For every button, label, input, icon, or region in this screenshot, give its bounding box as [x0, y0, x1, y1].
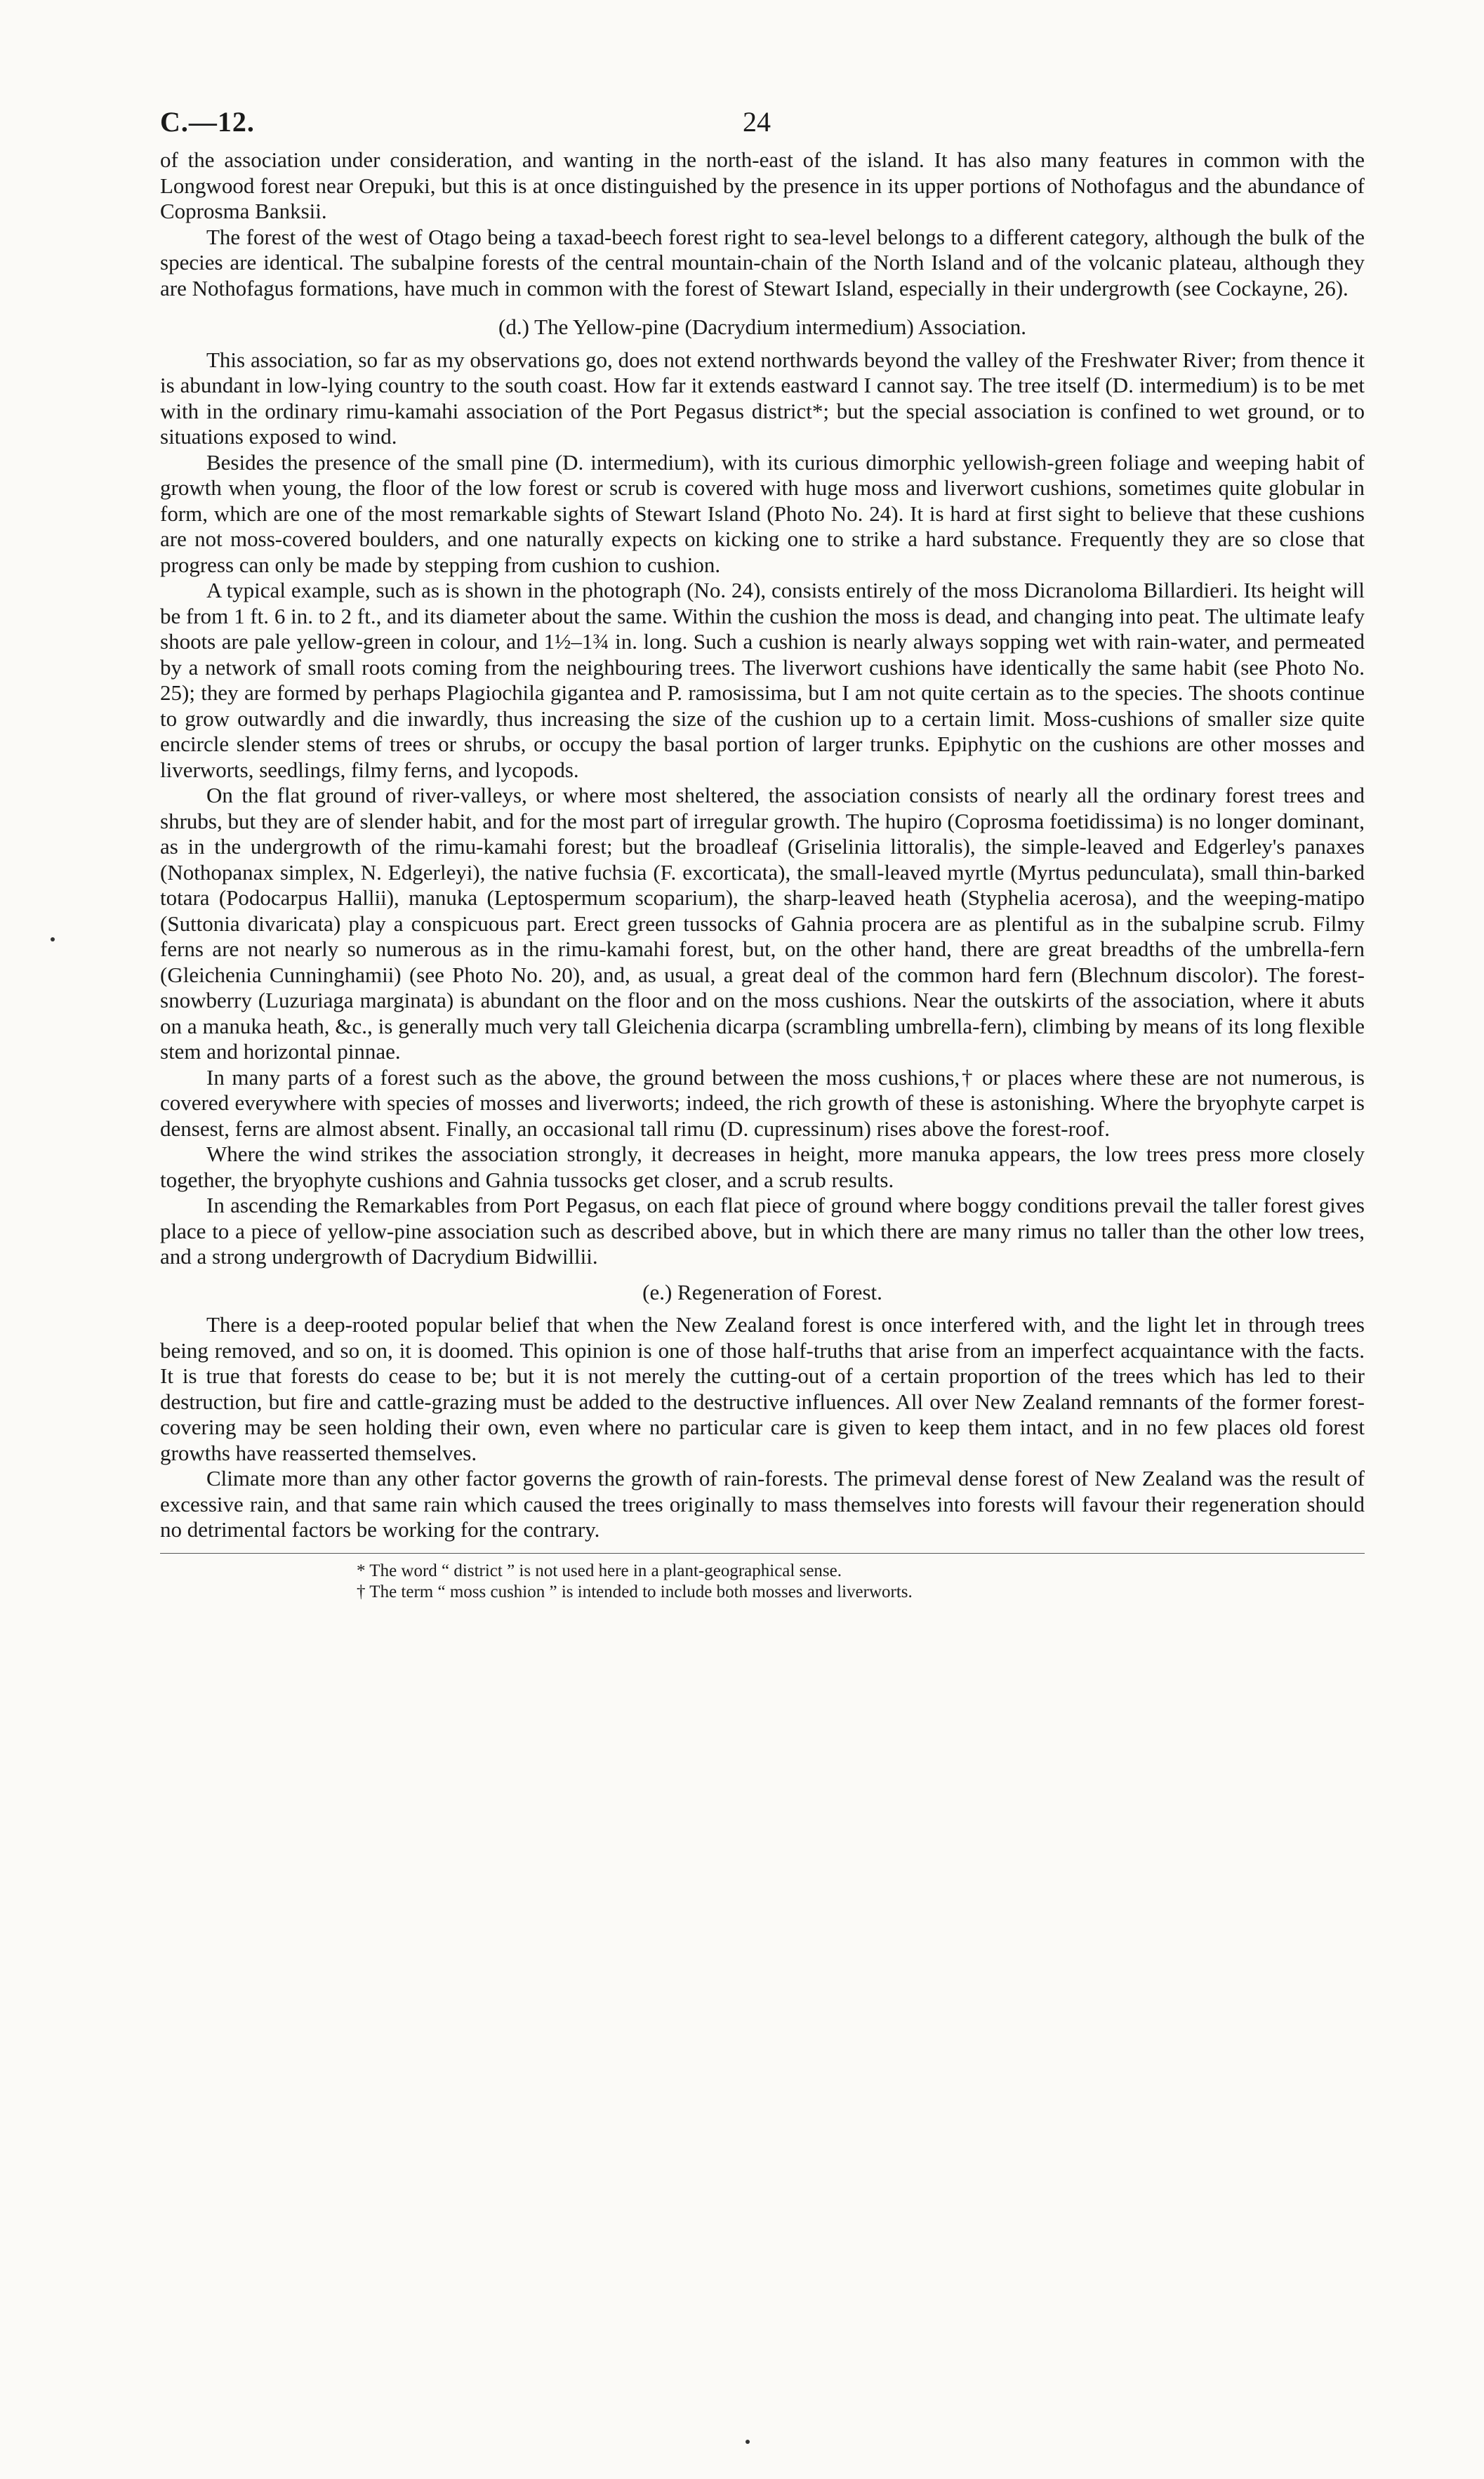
page-header: [160, 105, 1365, 147]
page-number: 24: [743, 106, 771, 138]
paragraph: This association, so far as my observations go, does not extend northwards beyond the valley of the Freshwater River; from thence it is abundant in low-lying country to the south coast. How far it extends eastward I cannot say. The tree itself (D. intermedium) is to be met with in the ordinary rimu-kamahi association of the Port Pegasus district*; but the special association is confined to wet ground, or to situations exposed to wind.: [160, 347, 1365, 449]
paragraph: Besides the presence of the small pine (D. intermedium), with its curious dimorphic yellowish-green foliage and weeping habit of growth when young, the floor of the low forest or scrub is covered with huge moss and liverwort cushions, sometimes quite globular in form, which are one of the most remarkable sights of Stewart Island (Photo No. 24). It is hard at first sight to believe that these cushions are not moss-covered boulders, and one naturally expects on kicking one to strike a hard substance. Frequently they are so close that progress can only be made by stepping from cushion to cushion.: [160, 449, 1365, 577]
paragraph: On the flat ground of river-valleys, or where most sheltered, the association consists of nearly all the ordinary forest trees and shrubs, but they are of slender habit, and for the most part of irregular growth. The hupiro (Coprosma foetidissima) is no longer dominant, as in the undergrowth of the rimu-kamahi forest; but the broadleaf (Griselinia littoralis), the simple-leaved and Edgerley's panaxes (Nothopanax simplex, N. Edgerleyi), the native fuchsia (F. excorticata), the small-leaved myrtle (Myrtus pedunculata), small thin-barked totara (Podocarpus Hallii), manuka (Leptospermum scoparium), the sharp-leaved heath (Styphelia acerosa), and the weeping-matipo (Suttonia divaricata) play a conspicuous part. Erect green tussocks of Gahnia procera are as plentiful as in the subalpine scrub. Filmy ferns are not nearly so numerous as in the rimu-kamahi forest, but, on the other hand, there are great breadths of the umbrella-fern (Gleichenia Cunninghamii) (see Photo No. 20), and, as usual, a great deal of the common hard fern (Blechnum discolor). The forest-snowberry (Luzuriaga marginata) is abundant on the floor and on the moss cushions. Near the outskirts of the association, where it abuts on a manuka heath, &c., is generally much very tall Gleichenia dicarpa (scrambling umbrella-fern), climbing by means of its long flexible stem and horizontal pinnae.: [160, 783, 1365, 1064]
section-heading-regeneration: (e.) Regeneration of Forest.: [642, 1279, 882, 1304]
footnote-divider: [160, 1553, 1365, 1554]
paragraph: Climate more than any other factor governs the growth of rain-forests. The primeval dense forest of New Zealand was the result of excessive rain, and that same rain which caused the trees originally to mass themselves into forests will favour their regeneration should no detrimental factors be working for the contrary.: [160, 1466, 1365, 1542]
scan-speck: [51, 937, 55, 941]
paragraph: Where the wind strikes the association strongly, it decreases in height, more manuka appears, the low trees press more closely together, the bryophyte cushions and Gahnia tussocks get closer, and a scrub results.: [160, 1142, 1365, 1192]
body-text: [160, 147, 1365, 1543]
document-page: [160, 105, 1365, 1603]
paragraph: The forest of the west of Otago being a taxad-beech forest right to sea-level belongs to a different category, although the bulk of the species are identical. The subalpine forests of the central mountain-chain of the North Island and of the volcanic plateau, although they are Nothofagus formations, have much in common with the forest of Stewart Island, especially in their undergrowth (see Cockayne, 26).: [160, 224, 1365, 300]
paragraph: A typical example, such as is shown in the photograph (No. 24), consists entirely of the moss Dicranoloma Billardieri. Its height will be from 1 ft. 6 in. to 2 ft., and its diameter about the same. Within the cushion the moss is dead, and changing into peat. The ultimate leafy shoots are pale yellow-green in colour, and 1½–1¾ in. long. Such a cushion is nearly always sopping wet with rain-water, and permeated by a network of small roots coming from the neighbouring trees. The liverwort cushions have identically the same habit (see Photo No. 25); they are formed by perhaps Plagiochila gigantea and P. ramosissima, but I am not quite certain as to the species. The shoots continue to grow outwardly and die inwardly, thus increasing the size of the cushion up to a certain limit. Moss-cushions of smaller size quite encircle slender stems of trees or shrubs, or occupy the basal portion of larger trunks. Epiphytic on the cushions are other mosses and liverworts, seedlings, filmy ferns, and lycopods.: [160, 578, 1365, 782]
paragraph: of the association under consideration, and wanting in the north-east of the island. It has also many features in common with the Longwood forest near Orepuki, but this is at once distinguished by the presence in its upper portions of Nothofagus and the abundance of Coprosma Banksii.: [160, 147, 1365, 223]
footnote: † The term “ moss cushion ” is intended to include both mosses and liverworts.: [357, 1582, 913, 1601]
document-code: C.—12.: [160, 106, 255, 138]
section-heading-yellow-pine: (d.) The Yellow-pine (Dacrydium intermedium) Association.: [498, 315, 1026, 339]
paragraph: In ascending the Remarkables from Port Pegasus, on each flat piece of ground where boggy conditions prevail the taller forest gives place to a piece of yellow-pine association such as described above, but in which there are many rimus no taller than the other low trees, and a strong undergrowth of Dacrydium Bidwillii.: [160, 1193, 1365, 1269]
footnotes: [160, 1561, 1365, 1603]
scan-speck: [746, 2440, 750, 2444]
footnote: * The word “ district ” is not used here in a plant-geographical sense.: [357, 1561, 842, 1580]
paragraph: There is a deep-rooted popular belief that when the New Zealand forest is once interfered with, and the light let in through trees being removed, and so on, it is doomed. This opinion is one of those half-truths that arise from an imperfect acquaintance with the facts. It is true that forests do cease to be; but it is not merely the cutting-out of a certain proportion of the trees which has led to their destruction, but fire and cattle-grazing must be added to the destructive influences. All over New Zealand remnants of the former forest-covering may be seen holding their own, even where no particular care is given to keep them intact, and in no few places old forest growths have reasserted themselves.: [160, 1312, 1365, 1465]
paragraph: In many parts of a forest such as the above, the ground between the moss cushions,† or places where these are not numerous, is covered everywhere with species of mosses and liverworts; indeed, the rich growth of these is astonishing. Where the bryophyte carpet is densest, ferns are almost absent. Finally, an occasional tall rimu (D. cupressinum) rises above the forest-roof.: [160, 1064, 1365, 1141]
